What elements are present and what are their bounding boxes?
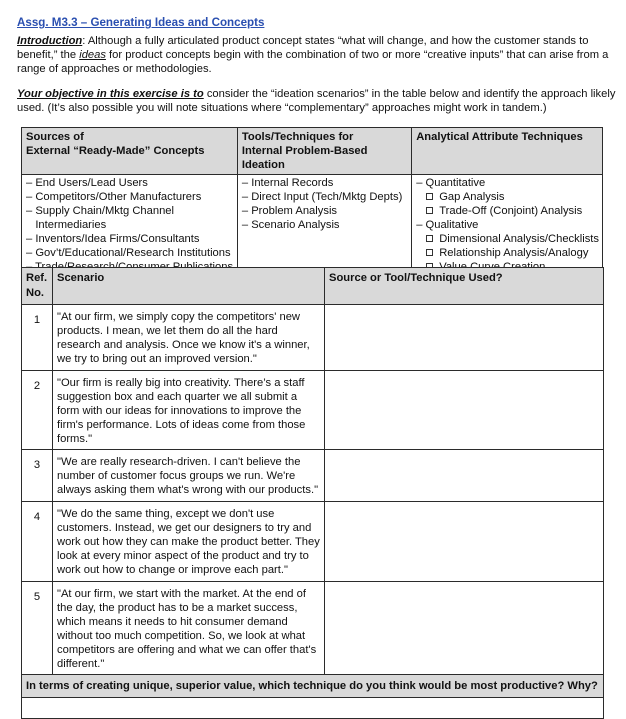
list-item: – Gov’t/Educational/Research Institutions [26, 247, 231, 259]
ref-number: 1 [22, 305, 53, 371]
reference-table [21, 127, 603, 278]
list-item [416, 204, 599, 218]
introduction-text-b: for product concepts begin with the combination of two or more “creative inputs” that can arise from a range of approaches or methodologies. [17, 49, 609, 75]
list-item-qualitative: – Qualitative [416, 219, 479, 231]
list-item [416, 190, 599, 204]
ref-number: 5 [22, 582, 53, 675]
list-item: Intermediaries [26, 219, 107, 231]
checkbox-square-icon [426, 193, 433, 200]
header-analytical-techniques: Analytical Attribute Techniques [412, 128, 603, 175]
introduction-paragraph [17, 34, 617, 76]
answer-cell[interactable] [325, 582, 604, 675]
objective-paragraph [17, 87, 619, 115]
scenario-text: "At our firm, we simply copy the competitors' new products. I mean, we let them do all the hard research and analysis. Once we know it's a winner, we try to bring out an improved version." [53, 305, 325, 371]
final-question-row [22, 675, 604, 698]
table-row [22, 450, 604, 502]
scenario-table [21, 267, 604, 719]
table-row [22, 371, 604, 450]
list-item: – Inventors/Idea Firms/Consultants [26, 233, 200, 245]
answer-cell[interactable] [325, 371, 604, 450]
scenario-text: "We do the same thing, except we don't use customers. Instead, we get our designers to try and work out how they can make the product better. They look at every minor aspect of the product and try to work out how to change or improve each part." [53, 502, 325, 582]
answer-cell[interactable] [325, 450, 604, 502]
objective-label: Your objective in this exercise is to [17, 88, 204, 100]
final-answer-cell[interactable] [22, 698, 604, 719]
header-ref-no: Ref. No. [22, 268, 53, 305]
final-question: In terms of creating unique, superior value, which technique do you think would be most productive? Why? [22, 675, 604, 698]
ref-number: 4 [22, 502, 53, 582]
scenario-text: "Our firm is really big into creativity. There’s a staff suggestion box and each quarter we all submit a form with our ideas for innovations to improve the firm's performance. Lots of ideas come from those forms." [53, 371, 325, 450]
answer-cell[interactable] [325, 305, 604, 371]
list-item: – Problem Analysis [241, 205, 338, 217]
list-item-label: Relationship Analysis/Analogy [439, 247, 589, 259]
objective-text: consider the “ideation scenarios” in the table below and identify the approach likely used. (It’s also possible you will note situations where “complementary” approaches might work in tandem.) [17, 88, 616, 114]
ref-number: 3 [22, 450, 53, 502]
internal-tools-cell [237, 175, 411, 278]
list-item [416, 232, 599, 246]
list-item: – Scenario Analysis [241, 219, 340, 231]
list-item [416, 246, 599, 260]
list-item-label: Dimensional Analysis/Checklists [439, 233, 599, 245]
checkbox-square-icon [426, 249, 433, 256]
list-item: – Competitors/Other Manufacturers [26, 191, 202, 203]
table-row [22, 305, 604, 371]
header-scenario: Scenario [53, 268, 325, 305]
final-answer-row [22, 698, 604, 719]
list-item: – Direct Input (Tech/Mktg Depts) [241, 191, 403, 203]
list-item: – Internal Records [241, 177, 334, 189]
list-item: – End Users/Lead Users [26, 177, 148, 189]
checkbox-square-icon [426, 235, 433, 242]
table-row [22, 502, 604, 582]
external-sources-cell [22, 175, 238, 278]
scenario-text: "We are really research-driven. I can't believe the number of customer focus groups we run. We're always asking them what's wrong with our products." [53, 450, 325, 502]
list-item-quantitative: – Quantitative [416, 177, 486, 189]
list-item-label: Trade-Off (Conjoint) Analysis [439, 205, 583, 217]
introduction-ideas-word: ideas [79, 49, 106, 61]
header-internal-tools: Tools/Techniques for Internal Problem-Based Ideation [237, 128, 411, 175]
checkbox-square-icon [426, 207, 433, 214]
introduction-label: Introduction [17, 35, 83, 47]
list-item: – Supply Chain/Mktg Channel [26, 205, 175, 217]
answer-cell[interactable] [325, 502, 604, 582]
assignment-title: Assg. M3.3 – Generating Ideas and Concepts [17, 16, 265, 29]
header-external-sources: Sources of External “Ready-Made” Concepts [22, 128, 238, 175]
introduction-text-a: : Although a fully articulated product concept states “what will change, and how the customer stands to benefit,” the [17, 35, 589, 61]
header-answer: Source or Tool/Technique Used? [325, 268, 604, 305]
scenario-text: "At our firm, we start with the market. At the end of the day, the product has to be a market success, which means it needs to hit consumer demand without too much competition. So, we look at what competitors are offering and what we can offer that's different." [53, 582, 325, 675]
analytical-techniques-cell [412, 175, 603, 278]
table-row [22, 582, 604, 675]
ref-number: 2 [22, 371, 53, 450]
list-item-label: Gap Analysis [439, 191, 505, 203]
